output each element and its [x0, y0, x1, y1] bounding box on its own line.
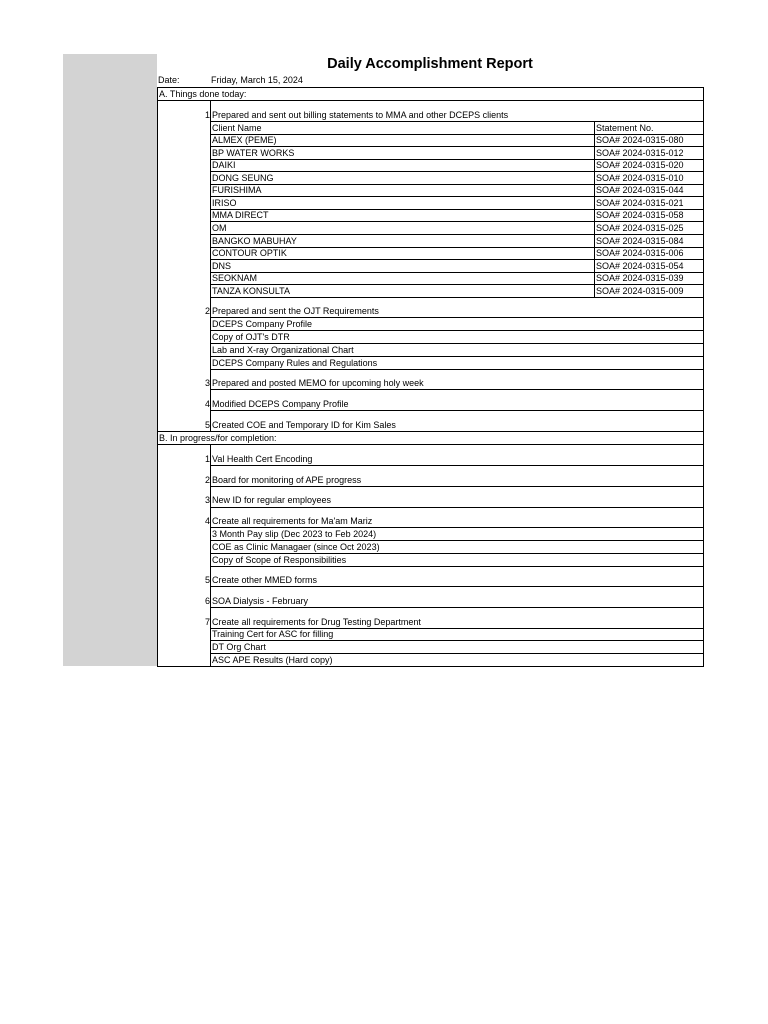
grid-line	[210, 653, 703, 654]
statement-no: SOA# 2024-0315-054	[596, 261, 684, 271]
item-number: 3	[204, 378, 210, 388]
statement-no: SOA# 2024-0315-058	[596, 210, 684, 220]
date-value: Friday, March 15, 2024	[211, 75, 303, 85]
sub-item: DCEPS Company Rules and Regulations	[212, 358, 378, 368]
sub-item: Lab and X-ray Organizational Chart	[212, 345, 354, 355]
item-text: Create all requirements for Ma'am Mariz	[212, 516, 373, 526]
item-number: 1	[204, 454, 210, 464]
grid-line	[158, 444, 703, 445]
item-number: 5	[204, 420, 210, 430]
item-text: Val Health Cert Encoding	[212, 454, 313, 464]
client-name: BP WATER WORKS	[212, 148, 295, 158]
grid-line	[210, 566, 703, 567]
client-name: MMA DIRECT	[212, 210, 269, 220]
grid-line	[210, 171, 703, 172]
item-text: Created COE and Temporary ID for Kim Sales	[212, 420, 396, 430]
client-name: DNS	[212, 261, 232, 271]
statement-no: SOA# 2024-0315-039	[596, 273, 684, 283]
grid-line	[210, 527, 703, 528]
grid-line	[210, 259, 703, 260]
item-text: Create all requirements for Drug Testing Department	[212, 617, 421, 627]
item-text: New ID for regular employees	[212, 495, 332, 505]
grid-line	[210, 196, 703, 197]
grid-line	[210, 343, 703, 344]
grid-line	[210, 540, 703, 541]
statement-no: SOA# 2024-0315-025	[596, 223, 684, 233]
grid-line	[210, 134, 703, 135]
item-text: Board for monitoring of APE progress	[212, 475, 362, 485]
grid-line	[210, 146, 703, 147]
item-number: 7	[204, 617, 210, 627]
sub-item: DCEPS Company Profile	[212, 319, 313, 329]
grid-line	[210, 297, 703, 298]
date-label: Date:	[158, 75, 180, 85]
item-text: Prepared and sent out billing statements to MMA and other DCEPS clients	[212, 110, 509, 120]
sub-item: DT Org Chart	[212, 642, 266, 652]
client-name: TANZA KONSULTA	[212, 286, 291, 296]
grid-line	[210, 272, 703, 273]
client-name: IRISO	[212, 198, 237, 208]
grid-line	[210, 247, 703, 248]
report-title: Daily Accomplishment Report	[327, 56, 533, 72]
grid-line	[210, 100, 211, 431]
statement-no: SOA# 2024-0315-084	[596, 236, 684, 246]
item-text: Prepared and posted MEMO for upcoming holy week	[212, 378, 424, 388]
client-name: CONTOUR OPTIK	[212, 248, 287, 258]
grid-line	[210, 330, 703, 331]
sub-item: Training Cert for ASC for filling	[212, 629, 334, 639]
sub-item: 3 Month Pay slip (Dec 2023 to Feb 2024)	[212, 529, 377, 539]
item-number: 4	[204, 399, 210, 409]
client-name: FURISHIMA	[212, 185, 262, 195]
grid-line	[210, 444, 211, 667]
grid-line	[210, 284, 703, 285]
statement-no: SOA# 2024-0315-021	[596, 198, 684, 208]
section-b-heading: B. In progress/for completion:	[159, 433, 277, 443]
grid-line	[210, 640, 703, 641]
item-number: 3	[204, 495, 210, 505]
sub-item: Copy of OJT's DTR	[212, 332, 290, 342]
item-number: 5	[204, 575, 210, 585]
item-number: 6	[204, 596, 210, 606]
client-name: DAIKI	[212, 160, 236, 170]
grid-line	[210, 184, 703, 185]
grid-line	[210, 209, 703, 210]
client-name-header: Client Name	[212, 123, 262, 133]
statement-no: SOA# 2024-0315-020	[596, 160, 684, 170]
client-name: ALMEX (PEME)	[212, 135, 277, 145]
grid-line	[210, 586, 703, 587]
statement-no: SOA# 2024-0315-006	[596, 248, 684, 258]
statement-no: SOA# 2024-0315-080	[596, 135, 684, 145]
statement-no-header: Statement No.	[596, 123, 654, 133]
item-number: 2	[204, 306, 210, 316]
statement-no: SOA# 2024-0315-012	[596, 148, 684, 158]
item-text: Modified DCEPS Company Profile	[212, 399, 349, 409]
grid-line	[210, 410, 703, 411]
grid-line	[210, 628, 703, 629]
client-name: SEOKNAM	[212, 273, 258, 283]
sub-item: ASC APE Results (Hard copy)	[212, 655, 333, 665]
grid-line	[210, 356, 703, 357]
grid-line	[210, 369, 703, 370]
grid-line	[210, 221, 703, 222]
sub-item: COE as Clinic Managaer (since Oct 2023)	[212, 542, 380, 552]
report-table	[157, 87, 704, 667]
client-name: BANGKO MABUHAY	[212, 236, 297, 246]
grid-line	[210, 159, 703, 160]
grid-line	[210, 607, 703, 608]
grid-line	[158, 100, 703, 101]
grid-line	[210, 465, 703, 466]
item-number: 4	[204, 516, 210, 526]
client-name: DONG SEUNG	[212, 173, 274, 183]
item-number: 1	[204, 110, 210, 120]
statement-no: SOA# 2024-0315-009	[596, 286, 684, 296]
item-text: Create other MMED forms	[212, 575, 318, 585]
grid-line	[594, 121, 595, 297]
grid-line	[210, 234, 703, 235]
statement-no: SOA# 2024-0315-010	[596, 173, 684, 183]
gray-sidebar-band	[63, 54, 157, 666]
grid-line	[210, 389, 703, 390]
item-text: SOA Dialysis - February	[212, 596, 309, 606]
grid-line	[210, 553, 703, 554]
item-text: Prepared and sent the OJT Requirements	[212, 306, 379, 316]
item-number: 2	[204, 475, 210, 485]
client-name: OM	[212, 223, 227, 233]
grid-line	[210, 317, 703, 318]
section-a-heading: A. Things done today:	[159, 89, 247, 99]
grid-line	[210, 486, 703, 487]
statement-no: SOA# 2024-0315-044	[596, 185, 684, 195]
grid-line	[158, 431, 703, 432]
sub-item: Copy of Scope of Responsibilities	[212, 555, 347, 565]
grid-line	[210, 121, 703, 122]
grid-line	[210, 507, 703, 508]
